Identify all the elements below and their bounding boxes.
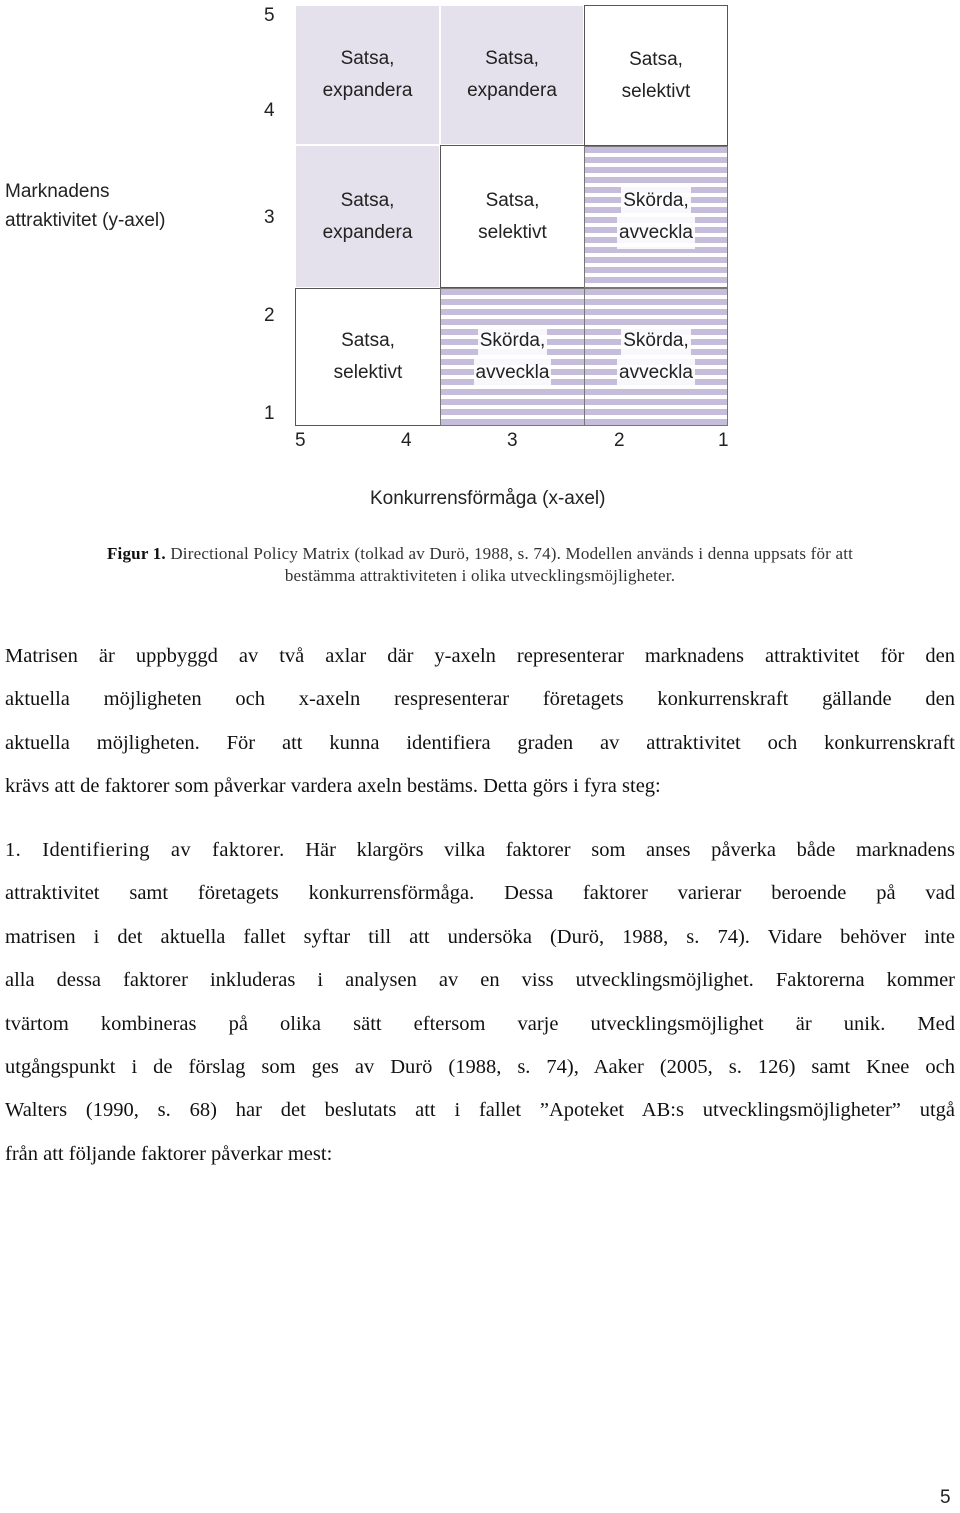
cell-line1: Satsa,: [485, 48, 539, 69]
text-line: krävs att de faktorer som påverkar vardera axeln bestäms. Detta görs i fyra steg:: [5, 775, 661, 798]
cell-line2: selektivt: [478, 221, 547, 243]
matrix-cell: [295, 288, 441, 426]
y-tick-3: 3: [264, 207, 275, 228]
cell-line2: avveckla: [474, 357, 552, 389]
y-axis-label: [5, 177, 165, 235]
y-axis-label-line1: Marknadens: [5, 181, 110, 202]
cell-line1: Satsa,: [629, 48, 683, 70]
text-line: från att följande faktorer påverkar mest:: [5, 1142, 333, 1165]
caption-line2: bestämma attraktiviteten i olika utvecklingsmöjligheter.: [284, 566, 676, 585]
text-line: aktuella möjligheten. För att kunna identifiera graden av attraktivitet och konkurrenskraft: [5, 731, 955, 754]
matrix-cell: [584, 5, 728, 146]
cell-line1: Satsa,: [340, 48, 395, 69]
matrix-cell: [440, 145, 585, 288]
y-tick-2: 2: [264, 305, 275, 326]
cell-line2: expandera: [467, 80, 557, 101]
caption-text: Directional Policy Matrix (tolkad av Durö, 1988, s. 74). Modellen används i denna uppsats för att: [170, 544, 854, 563]
text-line: aktuella möjligheten och x-axeln respresenterar företagets konkurrenskraft gällande den: [5, 688, 955, 711]
text-line: tvärtom kombineras på olika sätt eftersom varje utvecklingsmöjlighet är unik. Med: [5, 1012, 955, 1035]
policy-matrix: [295, 5, 728, 426]
matrix-cell: [440, 5, 584, 145]
cell-line1: Skörda,: [621, 325, 690, 357]
matrix-cell: [295, 5, 440, 145]
text-line: utgångspunkt i de förslag som ges av Durö (1988, s. 74), Aaker (2005, s. 126) samt Knee och: [5, 1056, 955, 1079]
y-tick-1: 1: [264, 403, 275, 424]
page-number: 5: [940, 1487, 951, 1508]
cell-line2: avveckla: [617, 217, 695, 249]
x-tick-5: 5: [295, 430, 306, 451]
y-tick-5: 5: [264, 5, 275, 26]
y-axis-label-line2: attraktivitet (y-axel): [5, 210, 166, 231]
cell-line2: expandera: [322, 221, 413, 243]
cell-line2: avveckla: [617, 357, 695, 389]
step-heading: 1. Identifiering av faktorer.: [5, 839, 285, 861]
text-line: Matrisen är uppbyggd av två axlar där y-axeln representerar marknadens attraktivitet för den: [5, 645, 955, 667]
text-line: attraktivitet samt företagets konkurrensförmåga. Dessa faktorer varierar beroende på vad: [5, 882, 955, 905]
cell-line1: Satsa,: [485, 189, 540, 211]
x-tick-1: 1: [718, 430, 729, 451]
text-line: matrisen i det aktuella fallet syftar till att undersöka (Durö, 1988, s. 74). Vidare behöver inte: [5, 925, 955, 948]
cell-line2: selektivt: [333, 362, 403, 383]
figure-caption: [0, 543, 960, 587]
caption-label: Figur 1.: [106, 544, 166, 563]
paragraph-1: [5, 635, 955, 809]
text-line: [5, 829, 955, 872]
cell-line2: expandera: [322, 80, 413, 101]
x-tick-3: 3: [507, 430, 518, 451]
paragraph-2: [5, 829, 955, 1176]
matrix-cell: [584, 146, 728, 288]
caption-line1: [0, 543, 960, 565]
text-line: alla dessa faktorer inkluderas i analysen av en viss utvecklingsmöjlighet. Faktorerna kommer: [5, 969, 955, 992]
step-text: Här klargörs vilka faktorer som anses påverka både marknadens: [284, 839, 955, 861]
cell-line1: Skörda,: [621, 185, 690, 217]
cell-line1: Satsa,: [341, 330, 395, 351]
matrix-cell: [440, 288, 585, 426]
y-tick-4: 4: [264, 100, 275, 121]
cell-line1: Satsa,: [340, 189, 395, 211]
x-tick-2: 2: [614, 430, 625, 451]
matrix-cell: [584, 288, 728, 426]
x-axis-label: Konkurrensförmåga (x-axel): [370, 488, 606, 509]
x-tick-4: 4: [401, 430, 412, 451]
cell-line2: selektivt: [621, 80, 691, 102]
matrix-cell: [295, 145, 440, 288]
cell-line1: Skörda,: [478, 325, 547, 357]
text-line: Walters (1990, s. 68) har det beslutats att i fallet ”Apoteket AB:s utvecklingsmöjligheter” utgå: [5, 1099, 955, 1122]
